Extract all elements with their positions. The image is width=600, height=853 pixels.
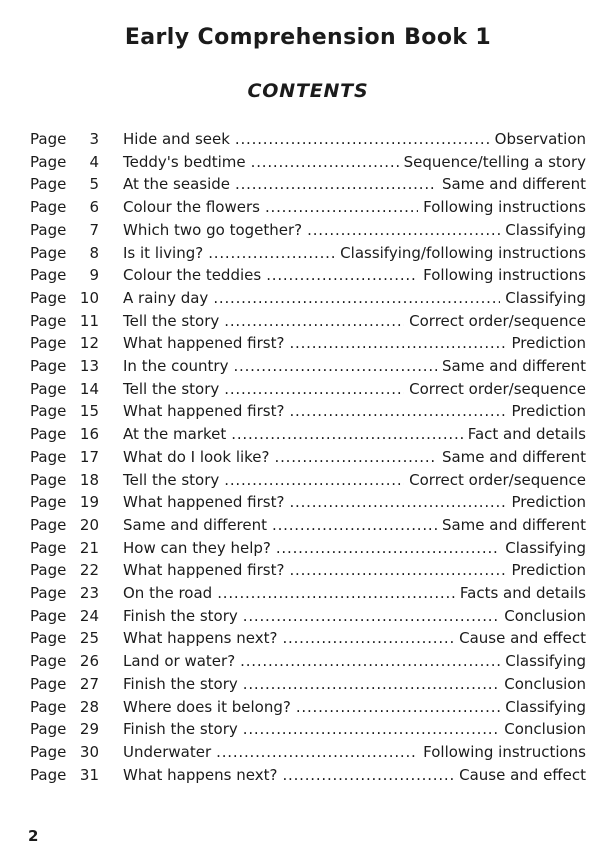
page-number: 9	[89, 266, 99, 285]
dot-leader	[289, 332, 506, 355]
page-word: Page	[30, 402, 67, 421]
entry-category: Classifying	[505, 288, 586, 307]
page-word: Page	[30, 334, 67, 353]
entry-title: Colour the teddies	[123, 266, 262, 285]
entry-title: Which two go together?	[123, 220, 303, 239]
page-word: Page	[30, 742, 67, 761]
entry-category: Classifying	[505, 652, 586, 671]
dot-leader	[307, 219, 500, 242]
page-number: 17	[79, 447, 99, 466]
page-number: 30	[79, 742, 99, 761]
entry-title: In the country	[123, 357, 229, 376]
contents-list	[30, 128, 586, 786]
page-word: Page	[30, 584, 67, 603]
toc-entry	[30, 400, 586, 423]
dot-leader	[243, 673, 499, 696]
entry-category: Cause and effect	[459, 765, 586, 784]
entry-title: On the road	[123, 584, 213, 603]
toc-entry	[30, 332, 586, 355]
dot-leader	[289, 491, 506, 514]
entry-title: Land or water?	[123, 652, 236, 671]
entry-category: Cause and effect	[459, 629, 586, 648]
page-word: Page	[30, 379, 67, 398]
page-word: Page	[30, 447, 67, 466]
page-word: Page	[30, 470, 67, 489]
toc-entry	[30, 423, 586, 446]
page-word: Page	[30, 720, 67, 739]
dot-leader	[208, 242, 335, 265]
dot-leader	[231, 423, 462, 446]
dot-leader	[272, 514, 437, 537]
dot-leader	[224, 469, 404, 492]
entry-title: Same and different	[123, 515, 268, 534]
entry-category: Following instructions	[423, 198, 586, 217]
dot-leader	[235, 173, 437, 196]
entry-category: Correct order/sequence	[409, 311, 586, 330]
entry-title: Where does it belong?	[123, 697, 291, 716]
toc-entry	[30, 264, 586, 287]
page-number: 10	[79, 288, 99, 307]
dot-leader	[296, 696, 500, 719]
toc-entry	[30, 514, 586, 537]
entry-category: Facts and details	[459, 584, 586, 603]
dot-leader	[282, 764, 454, 787]
page-number: 27	[79, 674, 99, 693]
toc-entry	[30, 718, 586, 741]
page-number: 21	[79, 538, 99, 557]
entry-title: Hide and seek	[123, 130, 230, 148]
entry-category: Same and different	[441, 447, 586, 466]
dot-leader	[213, 287, 500, 310]
page-number: 16	[79, 425, 99, 444]
toc-entry	[30, 128, 586, 151]
toc-entry	[30, 696, 586, 719]
dot-leader	[275, 446, 437, 469]
page-number: 25	[79, 629, 99, 648]
page-word: Page	[30, 652, 67, 671]
toc-entry	[30, 287, 586, 310]
page-word: Page	[30, 515, 67, 534]
toc-entry	[30, 627, 586, 650]
entry-title: Colour the flowers	[123, 198, 260, 217]
entry-title: What do I look like?	[123, 447, 270, 466]
page-word: Page	[30, 288, 67, 307]
dot-leader	[289, 400, 506, 423]
page-word: Page	[30, 674, 67, 693]
page-word: Page	[30, 152, 67, 171]
dot-leader	[276, 537, 500, 560]
toc-entry	[30, 491, 586, 514]
entry-category: Classifying	[505, 538, 586, 557]
toc-entry	[30, 582, 586, 605]
entry-category: Same and different	[441, 175, 586, 194]
entry-title: Tell the story	[123, 379, 220, 398]
entry-category: Observation	[494, 130, 586, 148]
entry-category: Classifying	[505, 697, 586, 716]
dot-leader	[289, 559, 506, 582]
dot-leader	[217, 582, 455, 605]
entry-category: Prediction	[511, 561, 586, 580]
page-number: 29	[79, 720, 99, 739]
entry-category: Sequence/telling a story	[403, 152, 586, 171]
entry-title: What happens next?	[123, 765, 278, 784]
entry-category: Prediction	[511, 493, 586, 512]
entry-title: Finish the story	[123, 720, 238, 739]
toc-entry	[30, 469, 586, 492]
page-number: 13	[79, 357, 99, 376]
toc-entry	[30, 673, 586, 696]
dot-leader	[233, 355, 437, 378]
dot-leader	[243, 605, 499, 628]
contents-heading: CONTENTS	[247, 80, 369, 102]
page-number: 7	[89, 220, 99, 239]
entry-title: At the seaside	[123, 175, 230, 194]
toc-entry	[30, 242, 586, 265]
page-word: Page	[30, 629, 67, 648]
page-number: 12	[79, 334, 99, 353]
entry-title: Finish the story	[123, 674, 238, 693]
page-number: 31	[79, 765, 99, 784]
entry-category: Correct order/sequence	[409, 379, 586, 398]
page-word: Page	[30, 266, 67, 285]
page-number: 6	[89, 198, 99, 217]
page-number: 15	[79, 402, 99, 421]
page-number: 24	[79, 606, 99, 625]
page-word: Page	[30, 425, 67, 444]
dot-leader	[216, 741, 418, 764]
page-word: Page	[30, 220, 67, 239]
dot-leader	[251, 151, 399, 174]
entry-category: Classifying	[505, 220, 586, 239]
entry-title: A rainy day	[123, 288, 209, 307]
page-word: Page	[30, 561, 67, 580]
footer-page-number: 2	[28, 827, 39, 845]
dot-leader	[243, 718, 499, 741]
entry-category: Following instructions	[423, 742, 586, 761]
dot-leader	[224, 378, 404, 401]
entry-title: Tell the story	[123, 311, 220, 330]
toc-entry	[30, 378, 586, 401]
entry-title: What happened first?	[123, 561, 285, 580]
page-word: Page	[30, 175, 67, 194]
page-word: Page	[30, 311, 67, 330]
page-number: 20	[79, 515, 99, 534]
entry-category: Same and different	[441, 515, 586, 534]
toc-entry	[30, 764, 586, 787]
toc-entry	[30, 650, 586, 673]
entry-title: Underwater	[123, 742, 212, 761]
page-word: Page	[30, 357, 67, 376]
entry-title: Tell the story	[123, 470, 220, 489]
page-word: Page	[30, 697, 67, 716]
toc-entry	[30, 196, 586, 219]
toc-entry	[30, 605, 586, 628]
entry-title: Teddy's bedtime	[123, 152, 246, 171]
page-number: 18	[79, 470, 99, 489]
dot-leader	[224, 310, 404, 333]
toc-entry	[30, 559, 586, 582]
toc-entry	[30, 219, 586, 242]
page-number: 5	[89, 175, 99, 194]
toc-entry	[30, 537, 586, 560]
page-number: 26	[79, 652, 99, 671]
toc-entry	[30, 446, 586, 469]
dot-leader	[266, 264, 418, 287]
entry-category: Conclusion	[504, 720, 586, 739]
page-word: Page	[30, 130, 67, 148]
page-number: 28	[79, 697, 99, 716]
page-number: 23	[79, 584, 99, 603]
entry-category: Conclusion	[504, 606, 586, 625]
page-number: 4	[89, 152, 99, 171]
entry-category: Same and different	[441, 357, 586, 376]
page-number: 14	[79, 379, 99, 398]
dot-leader	[235, 128, 490, 151]
page-number: 11	[79, 311, 99, 330]
page-word: Page	[30, 538, 67, 557]
entry-title: How can they help?	[123, 538, 271, 557]
entry-title: What happened first?	[123, 402, 285, 421]
entry-title: What happens next?	[123, 629, 278, 648]
dot-leader	[265, 196, 418, 219]
toc-entry	[30, 173, 586, 196]
toc-entry	[30, 741, 586, 764]
entry-category: Fact and details	[467, 425, 586, 444]
page-word: Page	[30, 606, 67, 625]
dot-leader	[282, 627, 454, 650]
page-number: 22	[79, 561, 99, 580]
dot-leader	[240, 650, 500, 673]
page-number: 19	[79, 493, 99, 512]
entry-category: Classifying/following instructions	[340, 243, 586, 262]
page-word: Page	[30, 198, 67, 217]
book-title: Early Comprehension Book 1	[124, 25, 492, 50]
entry-category: Prediction	[511, 402, 586, 421]
entry-title: At the market	[123, 425, 227, 444]
entry-title: What happened first?	[123, 334, 285, 353]
toc-entry	[30, 151, 586, 174]
page-number: 3	[89, 130, 99, 148]
entry-category: Correct order/sequence	[409, 470, 586, 489]
toc-entry	[30, 355, 586, 378]
toc-entry	[30, 310, 586, 333]
entry-title: Is it living?	[123, 243, 204, 262]
entry-category: Following instructions	[423, 266, 586, 285]
entry-category: Prediction	[511, 334, 586, 353]
page-number: 8	[89, 243, 99, 262]
page-word: Page	[30, 765, 67, 784]
page-word: Page	[30, 493, 67, 512]
entry-category: Conclusion	[504, 674, 586, 693]
entry-title: Finish the story	[123, 606, 238, 625]
entry-title: What happened first?	[123, 493, 285, 512]
page-word: Page	[30, 243, 67, 262]
